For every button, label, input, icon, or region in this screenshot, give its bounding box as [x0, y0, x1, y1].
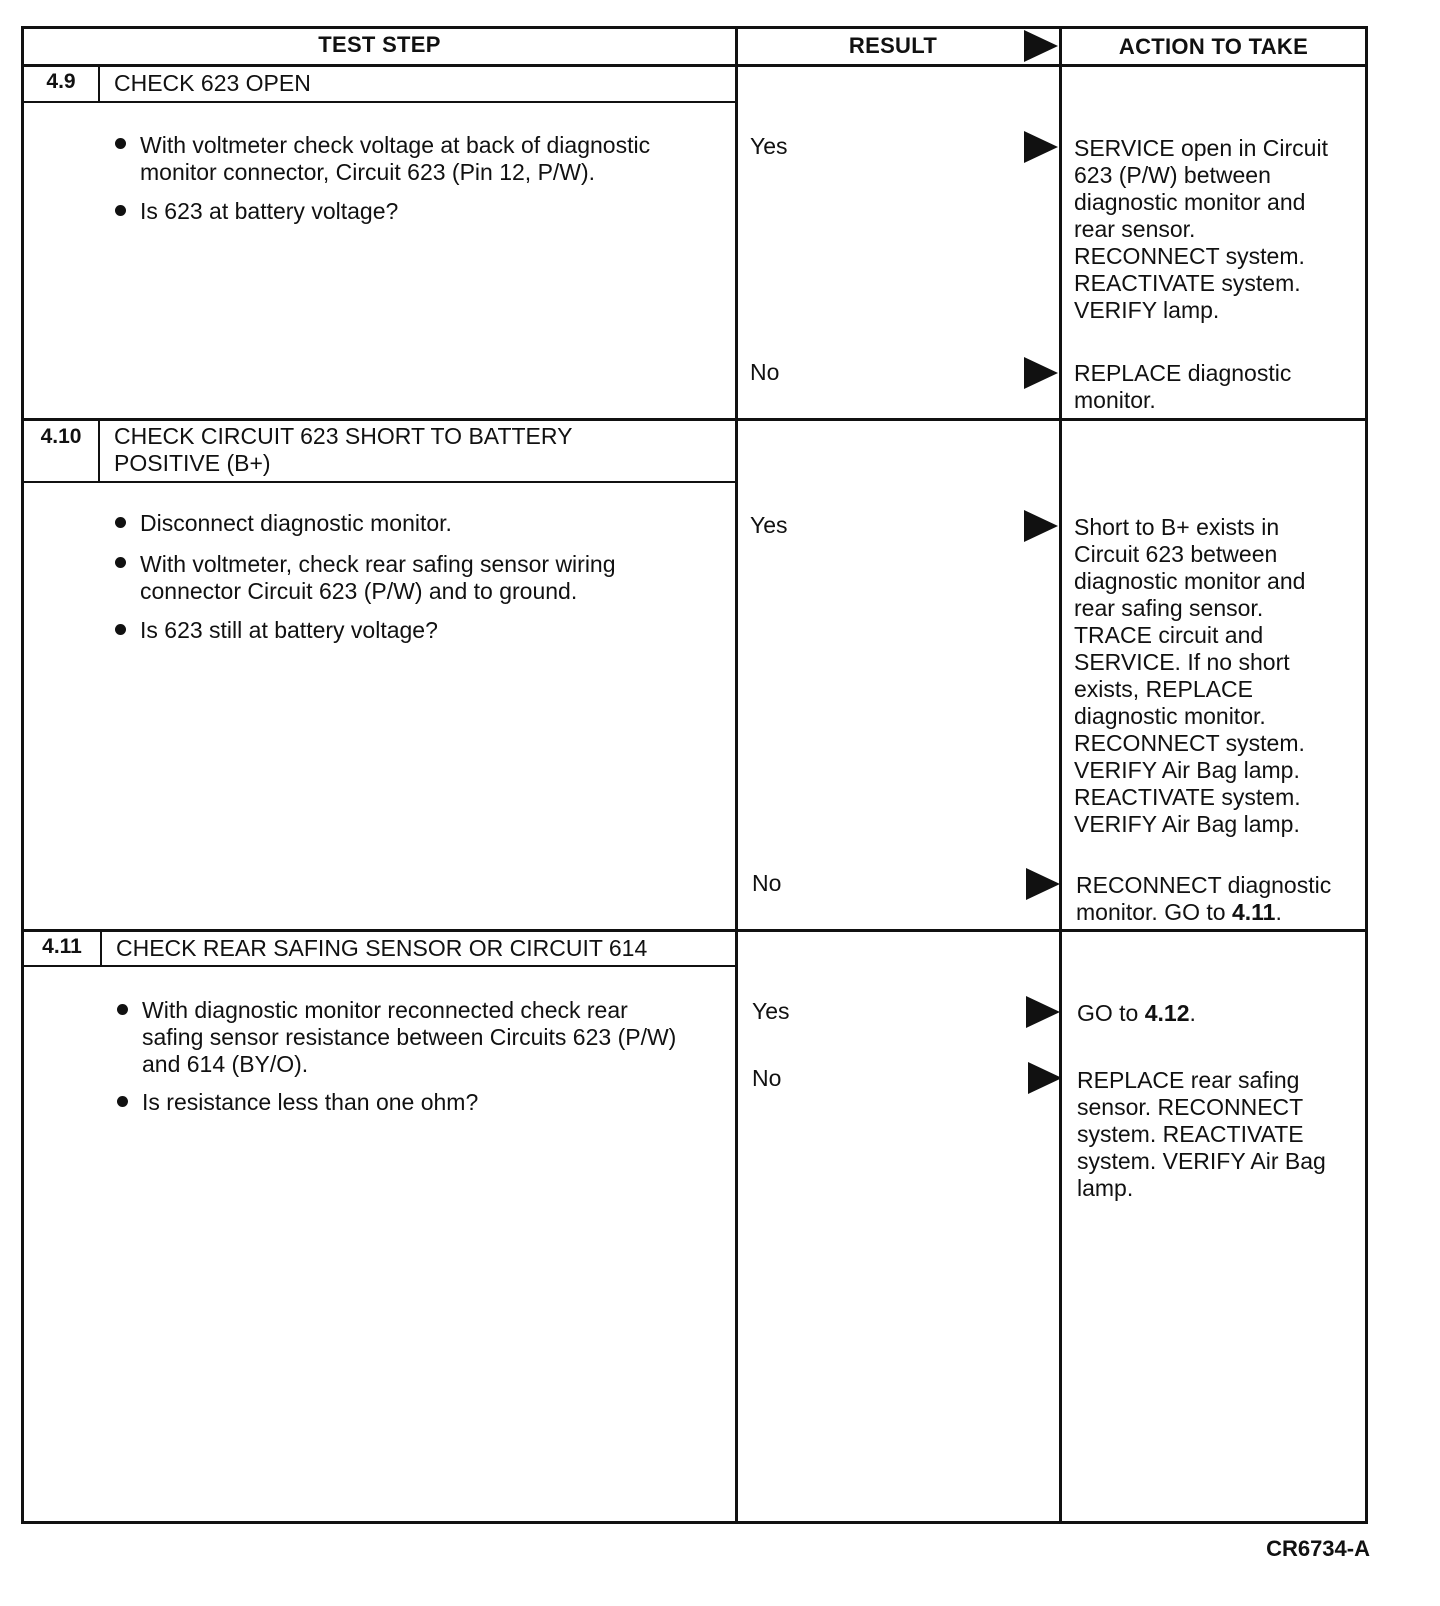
- step-question: Is resistance less than one ohm?: [142, 1089, 479, 1115]
- table-border-top: [21, 26, 1368, 29]
- header-result: RESULT: [848, 33, 938, 58]
- bullet-icon: [115, 517, 126, 528]
- table-border-bottom: [21, 1521, 1368, 1524]
- figure-id: CR6734-A: [1266, 1536, 1370, 1561]
- column-divider-result: [735, 26, 738, 1524]
- step-title: CHECK REAR SAFING SENSOR OR CIRCUIT 614: [116, 935, 648, 961]
- header-test-step: TEST STEP: [318, 32, 441, 57]
- row-separator-4-11: [21, 929, 1368, 932]
- bullet-icon: [117, 1096, 128, 1107]
- header-action: ACTION TO TAKE: [1118, 34, 1309, 59]
- step-reference: 4.11: [1231, 899, 1276, 925]
- action-text: [1076, 872, 1331, 926]
- bullet-icon: [115, 205, 126, 216]
- step-4-9-num-divider: [98, 64, 100, 102]
- step-number: 4.9: [46, 70, 76, 93]
- step-instruction: With diagnostic monitor reconnected check rear safing sensor resistance between Circuits 623 (P/W) and 614 (BY/O).: [142, 997, 677, 1077]
- result-arrow-icon: [1028, 1062, 1062, 1094]
- step-question: Is 623 still at battery voltage?: [140, 617, 438, 643]
- result-label-no: No: [752, 870, 782, 896]
- bullet-icon: [115, 138, 126, 149]
- result-label-yes: Yes: [750, 512, 788, 538]
- result-arrow-icon: [1024, 357, 1058, 389]
- header-arrow-icon: [1024, 30, 1058, 62]
- action-text-lead: GO to: [1077, 1000, 1145, 1026]
- step-instruction: With voltmeter, check rear safing sensor wiring connector Circuit 623 (P/W) and to ground.: [140, 551, 616, 604]
- column-divider-action: [1059, 26, 1062, 1524]
- action-text: SERVICE open in Circuit 623 (P/W) between diagnostic monitor and rear sensor. RECONNECT system. REACTIVATE system. VERIFY lamp.: [1074, 135, 1328, 323]
- bullet-icon: [117, 1004, 128, 1015]
- table-border-right: [1365, 26, 1368, 1524]
- action-text: REPLACE rear safing sensor. RECONNECT system. REACTIVATE system. VERIFY Air Bag lamp.: [1077, 1067, 1326, 1201]
- action-text-end: .: [1275, 899, 1282, 925]
- result-arrow-icon: [1024, 510, 1058, 542]
- step-4-11-num-divider: [100, 929, 102, 966]
- step-instruction: With voltmeter check voltage at back of diagnostic monitor connector, Circuit 623 (Pin 12, P/W).: [140, 132, 651, 185]
- step-number: 4.10: [40, 425, 82, 448]
- result-arrow-icon: [1026, 996, 1060, 1028]
- bullet-icon: [115, 557, 126, 568]
- action-text: Short to B+ exists in Circuit 623 between diagnostic monitor and rear safing sensor. TRACE circuit and SERVICE. If no short exists, REPLACE diagnostic monitor. RECONNECT system. VERIFY Air Bag lamp. REACTIVATE system. VERIFY Air Bag lamp.: [1074, 514, 1306, 837]
- step-4-9-title-underline: [21, 101, 735, 103]
- action-text: REPLACE diagnostic monitor.: [1074, 360, 1292, 413]
- bullet-icon: [115, 624, 126, 635]
- step-4-10-num-divider: [98, 418, 100, 482]
- header-bottom-rule: [21, 64, 1368, 67]
- action-text-lead: RECONNECT diagnostic monitor. GO to: [1076, 872, 1332, 925]
- action-text: [1077, 1000, 1196, 1027]
- result-arrow-icon: [1026, 868, 1060, 900]
- result-label-yes: Yes: [750, 133, 788, 159]
- step-4-11-title-underline: [21, 965, 735, 967]
- result-label-yes: Yes: [752, 998, 790, 1024]
- step-4-10-title-underline: [21, 481, 735, 483]
- step-number: 4.11: [42, 935, 82, 958]
- result-label-no: No: [752, 1065, 782, 1091]
- action-text-end: .: [1189, 1000, 1196, 1026]
- step-title: CHECK CIRCUIT 623 SHORT TO BATTERY POSITIVE (B+): [114, 423, 573, 476]
- step-question: Is 623 at battery voltage?: [140, 198, 399, 224]
- table-border-left: [21, 26, 24, 1524]
- step-instruction: Disconnect diagnostic monitor.: [140, 510, 452, 536]
- row-separator-4-10: [21, 418, 1368, 421]
- result-label-no: No: [750, 359, 780, 385]
- step-reference: 4.12: [1144, 1000, 1190, 1026]
- step-title: CHECK 623 OPEN: [114, 70, 311, 96]
- result-arrow-icon: [1024, 131, 1058, 163]
